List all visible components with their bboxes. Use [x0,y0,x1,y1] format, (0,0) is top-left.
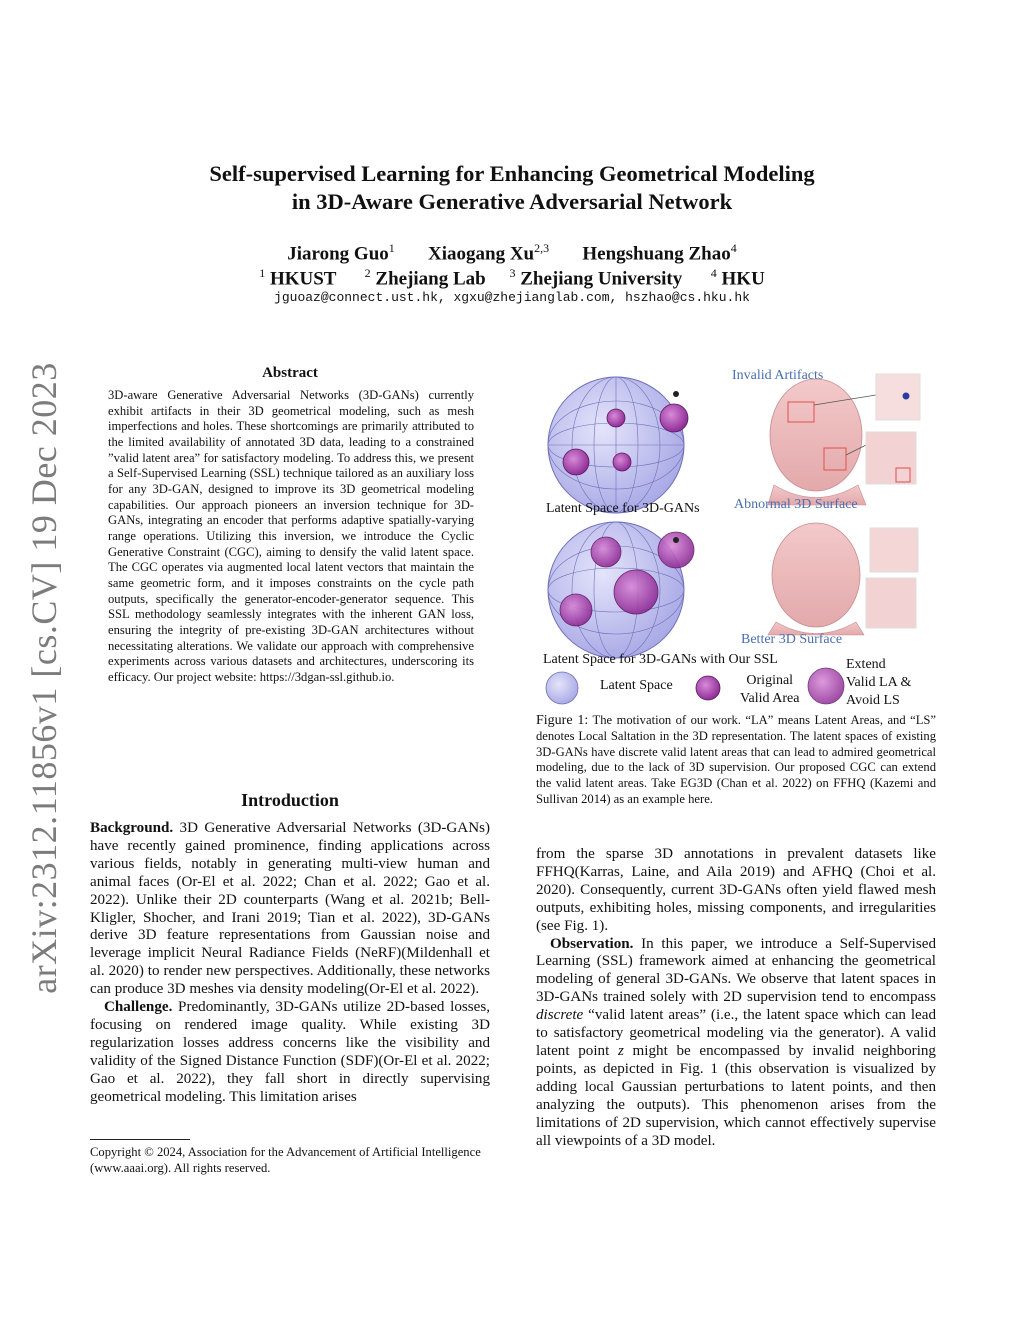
affil-name: Zhejiang Lab [375,268,486,290]
figure-1 [536,360,936,710]
paper-title [110,160,914,216]
paragraph-text: from the sparse 3D annotations in prevalent datasets like FFHQ(Karras, Laine, and Aila 2019) and AFHQ (Choi et al. 2020). Consequently, current 3D-GANs often yield flawed mesh outputs, exhibiting holes, missing components, and irregularities (see Fig. 1). [536,846,936,934]
legend-extend-icon [808,668,844,704]
label-latent-ssl: Latent Space for 3D-GANs with Our SSL [543,652,778,667]
legend-extend-line: Avoid LS [846,693,900,708]
author-name: Xiaogang Xu [428,243,535,265]
title-line-1: Self-supervised Learning for Enhancing Geometrical Modeling [209,161,815,186]
legend-latent-icon [546,672,578,704]
copyright-notice: Copyright © 2024, Association for the Advancement of Artificial Intelligence (www.aaai.org). All rights reserved. [90,1145,481,1175]
paragraph-background [90,820,490,999]
emphasis-text: discrete [536,1007,584,1024]
affil-sup: 3 [509,266,516,280]
paragraph-text: might be encompassed by invalid neighboring points, as depicted in Fig. 1 (this observation is visualized by adding local Gaussian perturbations to latent points, and then analyzing the outputs). This phenomenon arises from the limitations of 2D supervision, which cannot effectively supervise all viewpoints of a 3D model. [536,1042,936,1149]
author-sup: 2,3 [534,241,550,255]
label-latent-existing: Latent Space for 3D-GANs [546,501,700,516]
legend-latent-label: Latent Space [600,678,673,693]
runin-heading: Challenge. [104,999,173,1016]
legend-extend-line: Valid LA & [846,675,912,690]
runin-heading: Observation. [550,935,634,952]
arxiv-stamp: arXiv:2312.11856v1 [cs.CV] 19 Dec 2023 [24,362,64,994]
affil-name: HKUST [269,268,337,290]
affil-sup: 1 [259,266,266,280]
affil-name: Zhejiang University [520,268,683,290]
caption-label: Figure 1: [536,713,589,728]
affil-name: HKU [721,268,765,290]
legend-original-line: Valid Area [740,691,800,706]
paragraph-text: In this paper, we introduce a Self-Supervised Learning (SSL) framework aimed at enhancing the geometrical modeling of general 3D-GANs. We observe that latent spaces in 3D-GANs trained solely with 2D supervision tend to encompass [536,935,936,1006]
label-better-surface: Better 3D Surface [741,632,843,647]
label-abnormal-surface: Abnormal 3D Surface [734,497,858,512]
left-column-body [90,820,490,1107]
footnote-rule [90,1139,190,1140]
paragraph-continuation [536,846,936,936]
latent-sphere-ssl [548,522,694,658]
paragraph-text: Predominantly, 3D-GANs utilize 2D-based losses, focusing on rendered image quality. While existing 3D regularization losses address concerns like the visibility and validity of the Signed Distance Function (SDF)(Or-El et al. 2022; Gao et al. 2022), they fall short in directly supervising geometrical modeling. This limitation arises [90,999,490,1105]
face-mesh-top [768,374,920,505]
legend-extend-line: Extend [846,657,886,672]
paragraph-observation [536,936,936,1151]
paragraph-text: “valid latent areas” (i.e., the latent space which can lead to satisfactory geometrical modeling via the generator). A valid latent point [536,1007,936,1059]
abstract-body: 3D-aware Generative Adversarial Networks (3D-GANs) currently exhibit artifacts in their 3D geometrical modeling, such as mesh imperfections and holes. These shortcomings are primarily attributed to the limited availability of annotated 3D data, leading to a constrained ”valid latent area” for satisfactory modeling. To address this, we present a Self-Supervised Learning (SSL) technique tailored as an auxiliary loss for any 3D-GAN, designed to improve its 3D geometrical modeling capabilities. Our approach pioneers an inversion technique for 3D-GANs, integrating an encoder that performs adaptive spatially-varying range operations. Utilizing this inversion, we introduce the Cyclic Generative Constraint (CGC), aiming to densify the valid latent space. The CGC operates via augmented local latent vectors that maintain the same geometric form, and it imposes constraints on the cycle path outputs, specifically the generator-encoder-generator sequence. This SSL methodology seamlessly integrates with the inherent GAN loss, ensuring the integrity of pre-existing 3D-GAN architectures without necessitating alterations. We validate our approach with comprehensive experiments across various datasets and architectures, underscoring its efficacy. Our project website: https://3dgan-ssl.github.io. [108,388,474,684]
author-emails: jguoaz@connect.ust.hk, xgxu@zhejianglab.com, hszhao@cs.hku.hk [274,290,750,305]
legend-original-line: Original [746,673,794,688]
paragraph-text: 3D Generative Adversarial Networks (3D-GANs) have recently gained prominence, finding applications across various fields, notably in generating multi-view human and animal faces (Or-El et al. 2022; Chan et al. 2022; Gao et al. 2022). Unlike their 2D counterparts (Wang et al. 2021b; Bell-Kligler, Shocher, and Irani 2019; Tian et al. 2022), 3D-GANs derive 3D feature representations from Gaussian noise and leverage implicit Neural Radiance Fields (NeRF)(Mildenhall et al. 2020) to render new perspectives. Additionally, these networks can produce 3D meshes via density modeling(Or-El et al. 2022). [90,820,490,998]
author-name: Hengshuang Zhao [582,243,731,265]
introduction-heading: Introduction [241,790,339,810]
runin-heading: Background. [90,820,174,836]
title-line-2: in 3D-Aware Generative Adversarial Network [291,189,733,214]
legend-extend-label [846,656,911,710]
affil-sup: 4 [710,266,717,280]
abstract-heading: Abstract [262,365,318,381]
face-mesh-bottom [768,523,918,635]
right-column-body [536,846,936,1150]
legend-original-label [740,672,799,708]
legend-original-icon [696,676,720,700]
math-variable: z [617,1042,624,1059]
author-sup: 4 [730,241,737,255]
author-sup: 1 [388,241,395,255]
author-name: Jiarong Guo [287,243,389,265]
figure-caption [536,713,936,808]
latent-sphere-existing [548,377,688,513]
caption-text: The motivation of our work. “LA” means Latent Areas, and “LS” denotes Local Saltation in the 3D representation. The latent spaces of existing 3D-GANs have discrete valid latent areas that can lead to admired geometrical modeling, due to the lack of 3D supervision. Our proposed CGC can extend the valid latent areas. Take EG3D (Chan et al. 2022) on FFHQ (Kazemi and Sullivan 2014) as an example here. [536,713,936,806]
label-invalid-artifacts: Invalid Artifacts [732,368,824,383]
paragraph-challenge [90,999,490,1106]
affil-sup: 2 [364,266,371,280]
